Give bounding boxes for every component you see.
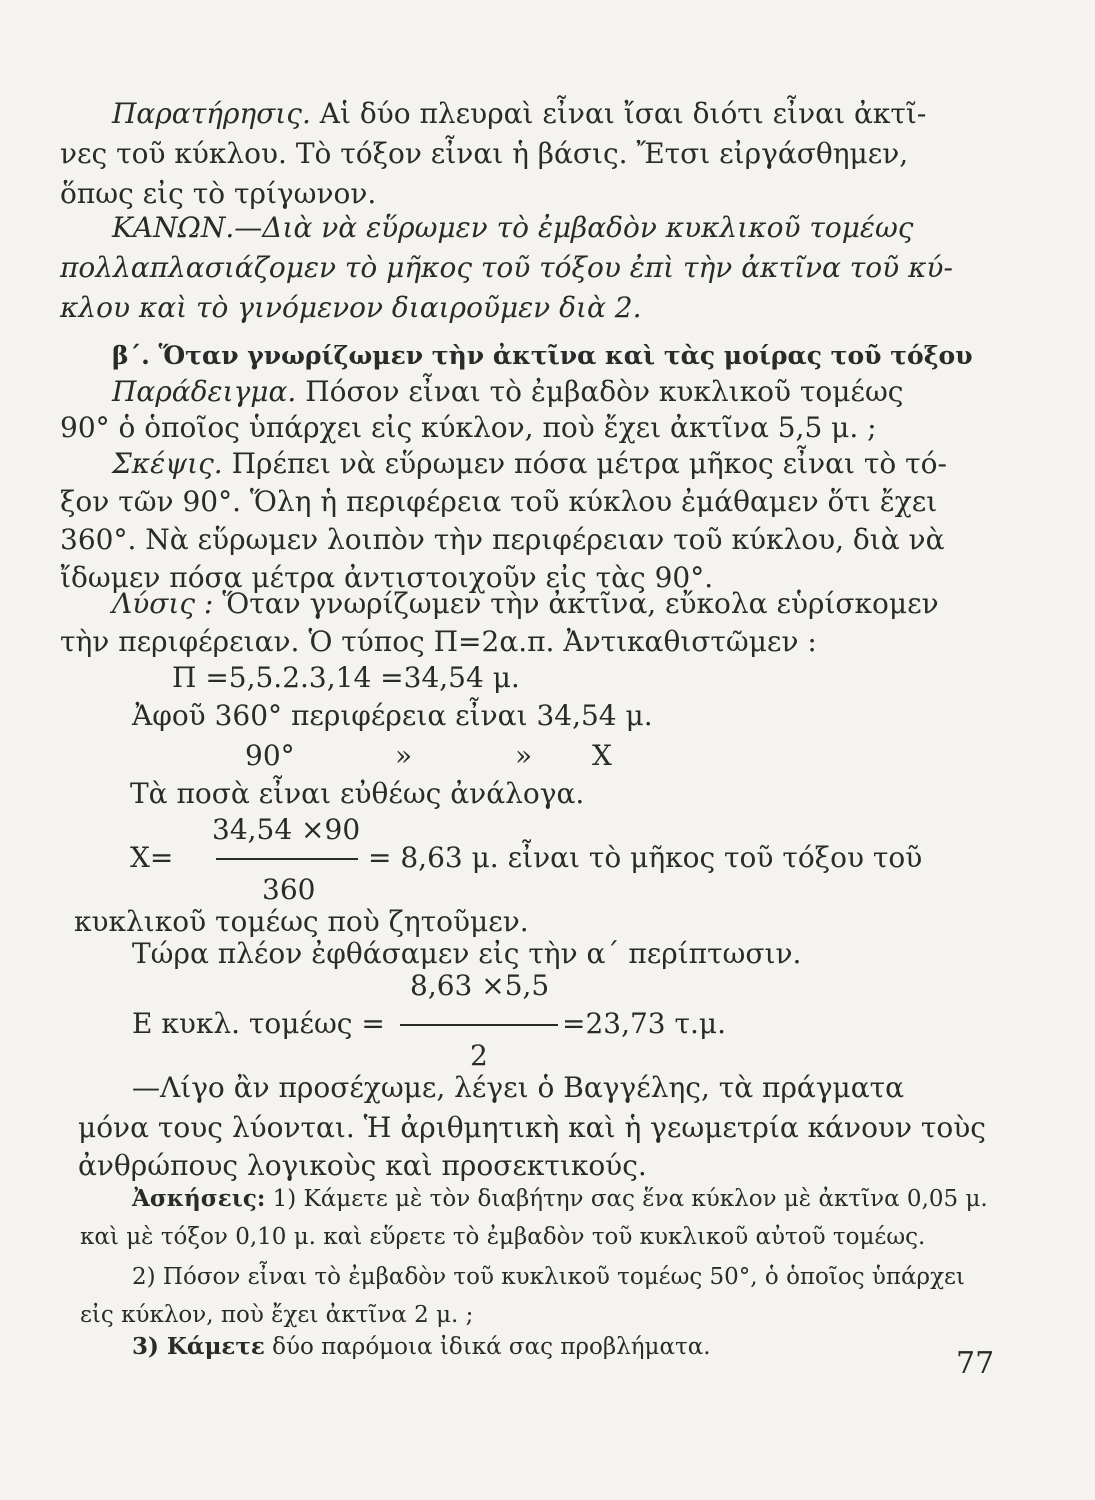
solution-line: Λύσις : Ὅταν γνωρίζωμεν τὴν ἀκτῖνα, εὔκολα εὑρίσκομεν (112, 587, 939, 620)
ditto-mark: » (395, 739, 413, 772)
proportion-line: Ἀφοῦ 360° περιφέρεια εἶναι 34,54 μ. (132, 699, 653, 732)
text-line: ἀνθρώπους λογικοὺς καὶ προσεκτικούς. (78, 1149, 647, 1182)
fraction-rhs: = 8,63 μ. εἶναι τὸ μῆκος τοῦ τόξου τοῦ (368, 841, 923, 874)
text-line: νες τοῦ κύκλου. Τὸ τόξον εἶναι ἡ βάσις. Ἔτσι εἰργάσθημεν, (60, 137, 909, 170)
dialogue-line: —Λίγο ἂν προσέχωμε, λέγει ὁ Βαγγέλης, τὰ πράγματα (132, 1071, 905, 1104)
fraction-denominator: 360 (262, 873, 316, 906)
fraction-bar (216, 858, 358, 860)
example-line: Παράδειγμα. Πόσον εἶναι τὸ ἐμβαδὸν κυκλικοῦ τομέως (112, 375, 904, 408)
rule-line: πολλαπλασιάζομεν τὸ μῆκος τοῦ τόξου ἐπὶ τὴν ἀκτῖνα τοῦ κύ- (60, 251, 953, 284)
text-line: ὅπως εἰς τὸ τρίγωνον. (60, 177, 377, 210)
solution-heading: Λύσις : (112, 587, 214, 620)
exercise-line: 2) Πόσον εἶναι τὸ ἐμβαδὸν τοῦ κυκλικοῦ τομέως 50°, ὁ ὁποῖος ὑπάρχει (132, 1264, 965, 1290)
fraction-bar (400, 1024, 558, 1026)
text-line: τὴν περιφέρειαν. Ὁ τύπος Π=2α.π. Ἀντικαθιστῶμεν : (60, 625, 817, 658)
text-line: ἴδωμεν πόσα μέτρα ἀντιστοιχοῦν εἰς τὰς 90°. (60, 561, 714, 594)
exercise-line: Ἀσκήσεις: 1) Κάμετε μὲ τὸν διαβήτην σας ἕνα κύκλον μὲ ἀκτῖνα 0,05 μ. (132, 1185, 988, 1212)
page-number: 77 (956, 1346, 995, 1381)
exercise-line: εἰς κύκλον, ποὺ ἔχει ἀκτῖνα 2 μ. ; (80, 1302, 474, 1328)
fraction-rhs: =23,73 τ.μ. (562, 1007, 727, 1040)
unknown-x: Χ (592, 739, 612, 772)
equation-line: Π =5,5.2.3,14 =34,54 μ. (172, 661, 520, 694)
thought-line: Σκέψις. Πρέπει νὰ εὕρωμεν πόσα μέτρα μῆκος εἶναι τὸ τό- (112, 447, 947, 480)
rule-line: ΚΑΝΩΝ.—Διὰ νὰ εὕρωμεν τὸ ἐμβαδὸν κυκλικοῦ τομέως (112, 211, 914, 244)
paragraph-remark-line: Παρατήρησις. Αἱ δύο πλευραὶ εἶναι ἴσαι διότι εἶναι ἀκτῖ- (112, 97, 927, 130)
rule-line: κλου καὶ τὸ γινόμενον διαιροῦμεν διὰ 2. (60, 291, 642, 324)
proportion-value: 90° (245, 739, 295, 772)
thought-heading: Σκέψις. (112, 447, 223, 480)
fraction-numerator: 8,63 ×5,5 (410, 969, 550, 1002)
fraction-lhs: Ε κυκλ. τομέως = (132, 1007, 385, 1040)
exercise-line: καὶ μὲ τόξον 0,10 μ. καὶ εὕρετε τὸ ἐμβαδὸν τοῦ κυκλικοῦ αὐτοῦ τομέως. (80, 1224, 926, 1250)
fraction-denominator: 2 (470, 1039, 488, 1072)
fraction-lhs: Χ= (130, 841, 174, 874)
text-line: Τὰ ποσὰ εἶναι εὐθέως ἀνάλογα. (130, 777, 585, 810)
example-heading: Παράδειγμα. (112, 375, 297, 408)
exercise-line: 3) Κάμετε δύο παρόμοια ἰδικά σας προβλήματα. (132, 1333, 711, 1360)
text-line: 360°. Νὰ εὕρωμεν λοιπὸν τὴν περιφέρειαν τοῦ κύκλου, διὰ νὰ (60, 523, 945, 556)
ditto-mark: » (515, 739, 533, 772)
text-line: ξον τῶν 90°. Ὅλη ἡ περιφέρεια τοῦ κύκλου ἐμάθαμεν ὅτι ἔχει (60, 485, 938, 518)
text-line: Τώρα πλέον ἐφθάσαμεν εἰς τὴν α΄ περίπτωσιν. (132, 937, 802, 970)
text-line: μόνα τους λύονται. Ἡ ἀριθμητικὴ καὶ ἡ γεωμετρία κάνουν τοὺς (78, 1111, 986, 1144)
section-heading: β΄. Ὅταν γνωρίζωμεν τὴν ἀκτῖνα καὶ τὰς μοίρας τοῦ τόξου (112, 341, 973, 370)
exercises-heading: Ἀσκήσεις: (132, 1185, 266, 1212)
text-line: 90° ὁ ὁποῖος ὑπάρχει εἰς κύκλον, ποὺ ἔχει ἀκτῖνα 5,5 μ. ; (60, 411, 877, 444)
remark-heading: Παρατήρησις. (112, 97, 311, 130)
text-line: κυκλικοῦ τομέως ποὺ ζητοῦμεν. (74, 905, 529, 938)
fraction-numerator: 34,54 ×90 (212, 813, 361, 846)
